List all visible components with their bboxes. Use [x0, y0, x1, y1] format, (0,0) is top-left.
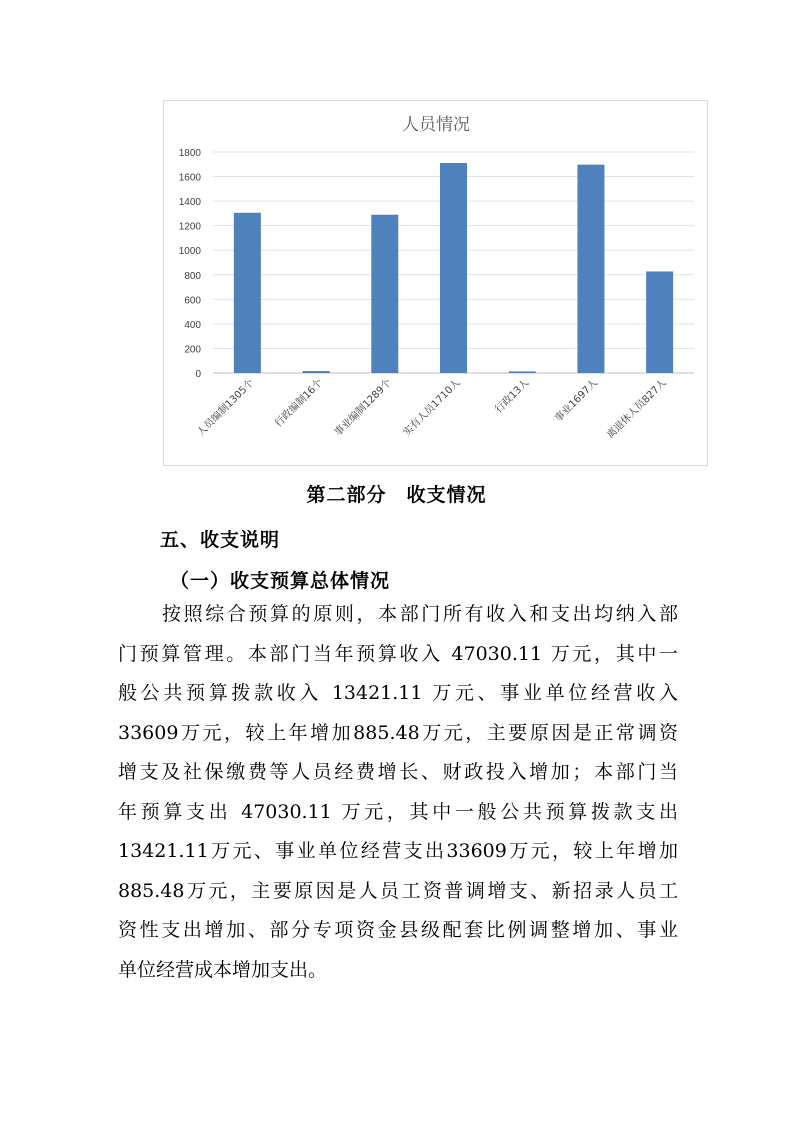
y-tick-label: 1600	[178, 172, 201, 184]
bar-4	[509, 371, 536, 373]
chart-title: 人员情况	[402, 115, 470, 135]
y-tick-label: 0	[195, 369, 201, 380]
y-tick-label: 400	[184, 319, 201, 331]
y-tick-label: 600	[184, 295, 201, 307]
x-category-label: 事业1697人	[553, 377, 601, 425]
x-category-label: 离退休人员827人	[605, 377, 669, 442]
paragraph-line: 门预算管理。本部门当年预算收入 47030.11 万元，其中一	[118, 643, 678, 665]
paragraph-line: 单位经营成本增加支出。	[118, 959, 328, 981]
paragraph-line: 885.48万元，主要原因是人员工资普调增支、新招录人员工	[118, 880, 678, 902]
part-title: 第二部分 收支情况	[306, 484, 487, 506]
chart-container	[163, 100, 708, 466]
y-tick-label: 1200	[178, 221, 201, 233]
x-category-label: 行政13人	[493, 377, 532, 416]
paragraph-line: 般公共预算拨款收入 13421.11 万元、事业单位经营收入	[118, 682, 678, 704]
x-category-label: 人员编制1305个	[195, 377, 257, 439]
paragraph-line: 按照综合预算的原则，本部门所有收入和支出均纳入部	[162, 603, 678, 625]
y-tick-label: 1000	[178, 246, 201, 258]
x-category-label: 行政编制16个	[273, 377, 326, 430]
x-category-label: 事业编制1289个	[332, 377, 394, 439]
y-tick-label: 1800	[178, 148, 201, 159]
x-category-label: 实有人员1710人	[401, 377, 463, 439]
paragraph-line: 增支及社保缴费等人员经费增长、财政投入增加；本部门当	[118, 761, 678, 783]
bar-2	[371, 215, 398, 373]
paragraph-line: 13421.11万元、事业单位经营支出33609万元，较上年增加	[118, 840, 678, 862]
section-heading: 五、收支说明	[160, 529, 281, 551]
y-tick-label: 800	[184, 270, 201, 282]
paragraph-line: 33609万元，较上年增加885.48万元，主要原因是正常调资	[118, 722, 678, 744]
bar-1	[303, 371, 330, 373]
bar-3	[440, 163, 467, 373]
paragraph-line: 资性支出增加、部分专项资金县级配套比例调整增加、事业	[118, 919, 678, 941]
bar-chart	[164, 101, 709, 467]
y-tick-label: 1400	[178, 197, 201, 209]
subsection-heading: （一）收支预算总体情况	[170, 570, 391, 592]
y-tick-label: 200	[184, 344, 201, 356]
bar-0	[234, 213, 261, 373]
bar-6	[646, 271, 673, 373]
bar-5	[577, 165, 604, 373]
paragraph-line: 年预算支出 47030.11 万元，其中一般公共预算拨款支出	[118, 801, 678, 823]
